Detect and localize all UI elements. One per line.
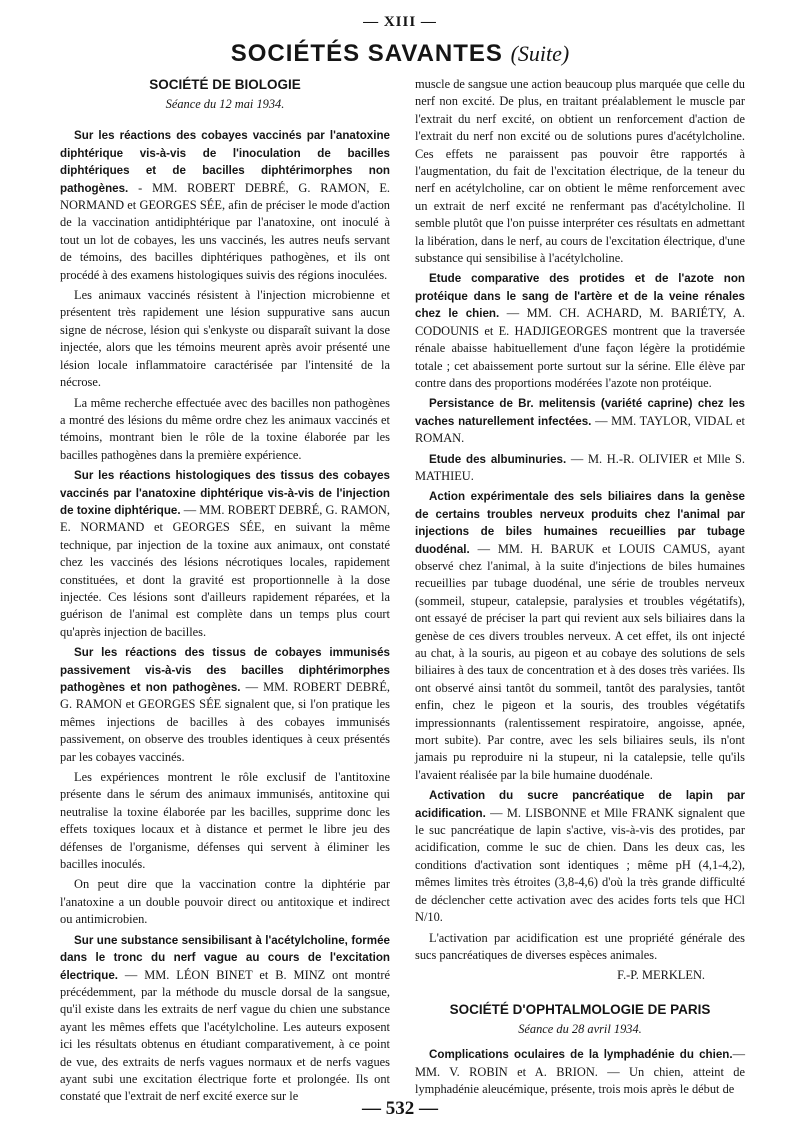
- article: [415, 488, 745, 784]
- article-body: — MM. LÉON BINET et B. MINZ ont montré précédemment, par la méthode du muscle dorsal de la sangsue, qu'il existe dans les extraits de nerf vague du chien une substance ayant les mêmes effets que l'acétylcholine. Les auteurs exposent ici les résultats obtenus en étudiant comparativement, à ce point de vue, des extraits de nerfs vagues normaux et de nerfs vagues ayant subi une excitation électrique forte et prolongée. Ils ont constaté que l'extrait de nerf excité exerce sur le: [60, 967, 390, 1104]
- article: [415, 270, 745, 392]
- paragraph: On peut dire que la vaccination contre la diphtérie par l'anatoxine a un double pouvoir direct ou antitoxique et indirect ou antimicrobien.: [60, 877, 390, 927]
- article-heading: Sur les réactions des cobayes vaccinés par l'anatoxine diphtérique vis-à-vis de l'inoculation de bacilles diphtériques et de bacilles diphtérimorphes non pathogènes.: [60, 129, 390, 195]
- article-body: — MM. CH. ACHARD, M. BARIÉTY, A. CODOUNIS et E. HADJIGEORGES montrent que la traversée rénale abaisse habituellement d'une façon légère la protidémie totale ; cet abaissement porte surtout sur la sérine. Elle élève par contre dans des proportions modérées l'azote non protéique.: [415, 306, 746, 390]
- article-body: — MM. H. BARUK et LOUIS CAMUS, ayant observé chez l'animal, à la suite d'injections de biles humaines recueillies par tubage duodénal, une série de troubles nerveux (sommeil, stupeur, catalepsie, paralysies et troubles végétatifs), ont essayé de préciser la part qui revient aux sels biliaires dans la genèse de ces divers troubles nerveux. A cet effet, ils ont injecté au chat, à la souris, au pigeon et au cobaye des solutions de sels biliaires à des taux de concentration et à des doses très variées. Ils ont observé ainsi tantôt du sommeil, tantôt des paralysies, tantôt enfin, chez le pigeon et la souris, des troubles végétatifs impressionnants (ralentissement respiratoire, angoisse, apnée, mort subite). Par contre, avec les sels biliaires seuls, ils n'ont jamais pu reproduire ni la stupeur, ni la catalepsie, telle qu'ils l'avaient réalisée par la bile humaine duodénale.: [415, 541, 745, 782]
- article: [60, 127, 390, 284]
- article: [60, 644, 390, 766]
- article-body: - MM. ROBERT DEBRÉ, G. RAMON, E. NORMAND et GEORGES SÉE, afin de préciser le mode d'action de la vaccination antidiphtérique par l'anatoxine, ont inoculé à tout un lot de cobayes, les uns vaccinés, les autres neufs servant de témoins, des bacilles diphtériques pathogènes, et ils ont procédé à des examens histologiques suivis des régions inoculées.: [60, 180, 390, 282]
- article-heading: Etude des albuminuries.: [429, 452, 567, 466]
- left-column: [60, 76, 390, 1109]
- article-heading: Action expérimentale des sels biliaires dans la genèse de certains troubles nerveux produits chez l'animal par injections de biles humaines recueillies par tubage duodénal.: [415, 490, 745, 556]
- paragraph: muscle de sangsue une action beaucoup plus marquée que celle du nerf non excité. De plus, en traitant préalablement le muscle par l'extrait du nerf excité, on obtient un renforcement d'action de l'extrait du nerf non excité ou de solutions pures d'acétylcholine. Ces effets ne paraissent pas pouvoir être rapportés à l'augmentation, du fait de l'excitation électrique, de la teneur du nerf en acétylcholine, car on obtient le même renforcement avec un extrait de nerf excité ne renfermant pas d'acétylcholine. Il semble plutôt que l'on puisse interpréter ces résultats en admettant la libération, dans le nerf, au cours de l'excitation électrique, d'une substance qui sensibilise à l'acétylcholine.: [415, 77, 745, 266]
- article-body: — M. LISBONNE et Mlle FRANK signalent que le suc pancréatique de lapin s'active, vis-à-vis des protides, par acidification, comme le suc de chien. Dans les deux cas, les conditions d'activation sont identiques ; même pH (4,1-4,2), mêmes limites très étroites (3,8-4,6) d'où la très grande difficulté de déclencher cette activation avec des acides forts tels que HCl N/10.: [415, 805, 745, 925]
- session-date: Séance du 12 mai 1934.: [165, 97, 285, 111]
- article: [415, 1046, 745, 1098]
- article-heading: Activation du sucre pancréatique de lapin par acidification.: [415, 789, 745, 820]
- article-heading: Etude comparative des protides et de l'azote non protéique dans le sang de l'artère et de la veine rénales chez le chien.: [415, 272, 745, 321]
- article-heading: Complications oculaires de la lymphadénie du chien.: [429, 1048, 733, 1062]
- paragraph: Les expériences montrent le rôle exclusif de l'antitoxine présente dans le sérum des animaux immunisés, antitoxine qui neutralise la toxine élaborée par les bacilles, supprime donc les effets toxiques locaux et à distance et permet le libre jeu des défenses de l'organisme, défenses qui servent à éliminer les bacilles inoculés.: [60, 770, 390, 872]
- society-title: SOCIÉTÉ D'OPHTALMOLOGIE DE PARIS: [449, 1001, 711, 1017]
- right-column: [415, 76, 745, 1101]
- article-heading: Sur les réactions des tissus de cobayes immunisés passivement vis-à-vis des bacilles diphtérimorphes pathogènes et non pathogènes.: [60, 646, 390, 694]
- article-body: — M. H.-R. OLIVIER et Mlle S. MATHIEU.: [415, 451, 745, 483]
- article-body: — MM. TAYLOR, VIDAL et ROMAN.: [415, 413, 746, 446]
- article: [415, 395, 745, 447]
- article: [60, 467, 390, 641]
- session-date: Séance du 28 avril 1934.: [518, 1021, 642, 1036]
- article-body: — MM. ROBERT DEBRÉ, G. RAMON, E. NORMAND et GEORGES SÉE, en suivant la même technique, par injection de la toxine aux animaux, ont constaté chez les vaccinés des lésions nécrotiques locales, rapidement constituées, et dont la gravité est proportionnelle à la dose injectée. Ces lésions sont d'ailleurs rapidement réparées, et la guérison de l'animal est complète dans un temps plus court qu'après injection de bacilles.: [60, 502, 390, 639]
- page-title-suite: (Suite): [510, 41, 570, 66]
- paragraph: La même recherche effectuée avec des bacilles non pathogènes a montré des lésions du même ordre chez les animaux vaccinés et témoins, montrant bien le rôle de la toxine élaborée par les bacilles pathogènes dans la première expérience.: [60, 395, 390, 462]
- running-page-number: — XIII —: [363, 14, 437, 30]
- page-title: [0, 40, 800, 68]
- article-heading: Persistance de Br. melitensis (variété caprine) chez les vaches naturellement infectées.: [415, 397, 745, 428]
- article-heading: Sur les réactions histologiques des tissus des cobayes vaccinés par l'anatoxine diphtérique vis-à-vis de l'injection de toxine diphtérique.: [60, 469, 390, 517]
- paragraph: Les animaux vaccinés résistent à l'injection microbienne et présentent très rapidement une lésion suppurative sans aucun signe de nécrose, lésion qui s'enkyste ou disparaît suivant la dose injectée, alors que les témoins meurent après avoir présenté une lésion locale inflammatoire caractérisée par l'intensité de la nécrose.: [60, 288, 390, 390]
- article-body: — MM. V. ROBIN et A. BRION. — Un chien, atteint de lymphadénie aleucémique, présente, trois mois après le début de: [415, 1047, 745, 1096]
- article-heading: Sur une substance sensibilisant à l'acétylcholine, formée dans le tronc du nerf vague au cours de l'excitation électrique.: [60, 933, 390, 982]
- page-title-main: SOCIÉTÉS SAVANTES: [230, 40, 503, 67]
- article: [415, 451, 745, 486]
- section-spacer: [415, 985, 745, 1001]
- article: [415, 787, 745, 926]
- society-title: SOCIÉTÉ DE BIOLOGIE: [149, 77, 301, 92]
- page-number: — 532 —: [362, 1098, 438, 1119]
- article: [60, 932, 390, 1106]
- paragraph: L'activation par acidification est une propriété générale des sucs pancréatiques de diverses espèces animales.: [415, 930, 745, 962]
- author-signature: F.-P. MERKLEN.: [617, 968, 705, 983]
- article-body: — MM. ROBERT DEBRÉ, G. RAMON et GEORGES SÉE signalent que, si l'on pratique les mêmes injections de bacilles à des cobayes immunisés passivement, on observe des troubles identiques à ceux présentés par les cobayes vaccinés.: [60, 680, 390, 764]
